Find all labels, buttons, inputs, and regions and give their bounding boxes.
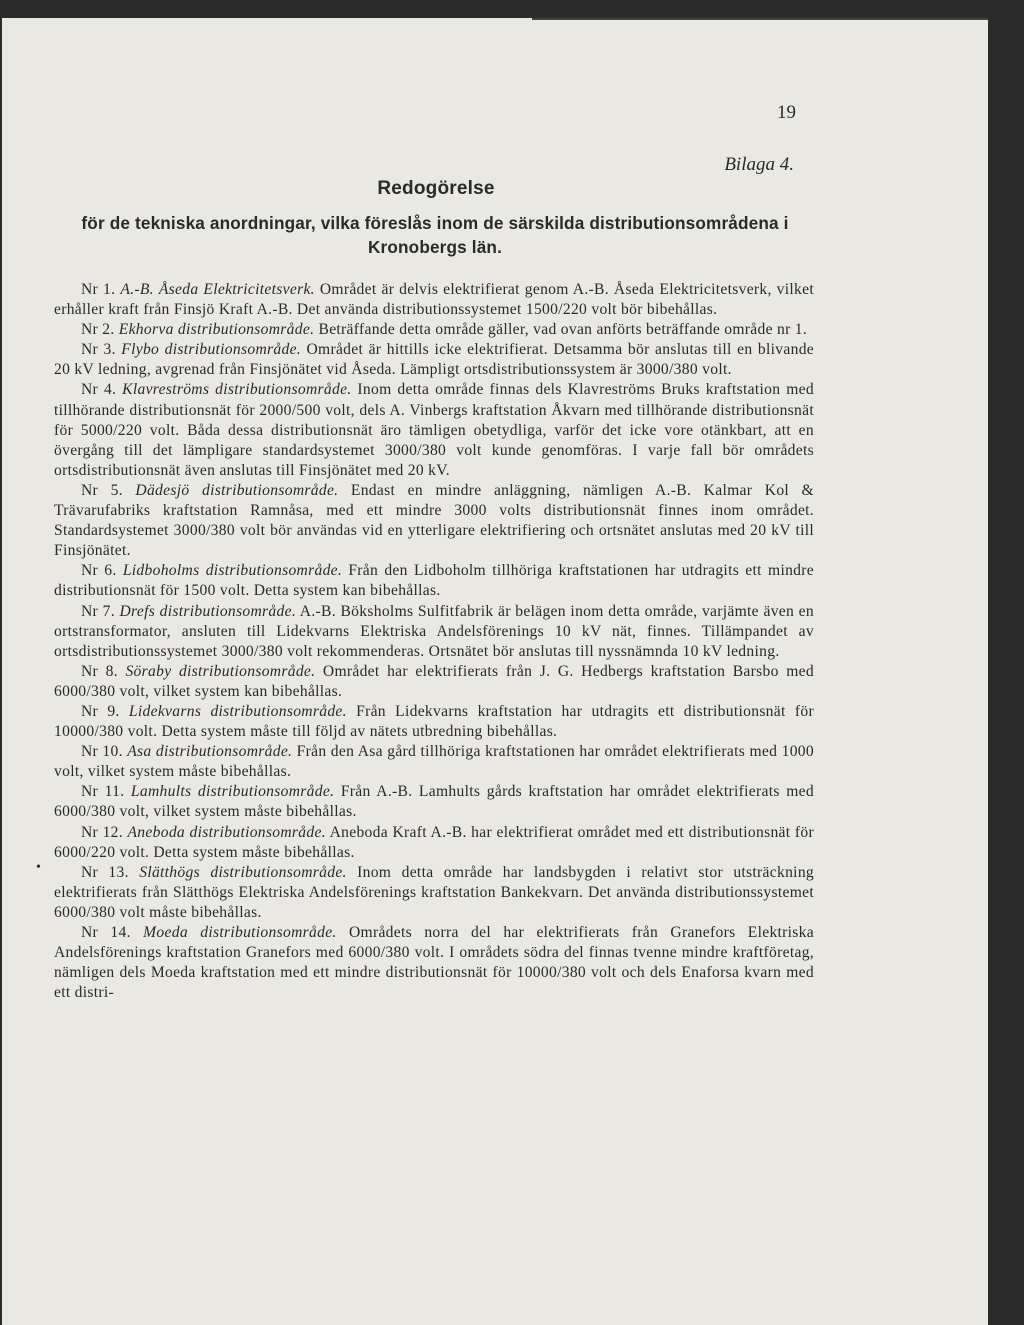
document-page xyxy=(2,18,988,1325)
top-rule xyxy=(532,18,988,20)
entry-paragraph xyxy=(54,702,814,742)
entry-paragraph xyxy=(54,823,814,863)
entry-text: Från A.-B. Lamhults gårds kraftstation har området elektrifierats med 6000/380 volt, vilket system måste bibehållas. xyxy=(54,783,814,821)
margin-mark: • xyxy=(36,860,41,875)
entry-number: Nr 6. xyxy=(81,562,117,580)
entry-text: Inom detta område har landsbygden i relativt stor utsträckning elektrifierats från Slätthögs Elektriska Andelsförenings kraftstation Bankekvarn. Det använda distributionssystemet 6000/380 volt måste bibehållas. xyxy=(54,863,815,921)
entry-text: Inom detta område finnas dels Klavreströms Bruks kraftstation med tillhörande distributionsnät för 2000/500 volt, dels A. Vinbergs kraftstation Åkvarn med tillhörande distributionsnät för 5000/220 volt. Båda dessa distributionsnät äro tämligen obetydliga, varför det icke vore otänkbart, att en övergång till det lämpligare standardsystemet 3000/380 volt kunde genomföras. I varje fall bör områdets ortsdistributionsnät även anslutas till Finsjönätet med 20 kV. xyxy=(54,381,814,479)
entry-area: Flybo distributionsområde. xyxy=(121,341,302,359)
entry-number: Nr 1. xyxy=(81,281,116,298)
entry-number: Nr 14. xyxy=(81,924,131,941)
entry-text: Från den Asa gård tillhöriga kraftstationen har området elektrifierats med 1000 volt, vilket system måste bibehållas. xyxy=(54,743,814,781)
entry-text: Områdets norra del har elektrifierats från Granefors Elektriska Andelsförenings kraftstation Granefors med 6000/380 volt. I områdets södra del finnas tvenne mindre kraftföretag, nämligen dels Moeda kraftstation med ett mindre distributionsnät för 10000/380 volt och dels Enaforsa kvarn med ett distri- xyxy=(54,924,814,1002)
entry-number: Nr 2. xyxy=(81,321,115,339)
entry-text: Beträffande detta område gäller, vad ovan anförts beträffande område nr 1. xyxy=(314,321,808,339)
entry-area: Moeda distributionsområde. xyxy=(143,924,337,941)
entry-text: A.-B. Böksholms Sulfitfabrik är belägen inom detta område, varjämte även en ortstransformator, ansluten till Lidekvarns Elektriska Andelsförenings 10 kV nät, finnes. Tillämpandet av ortsdistributionssystemet 3000/380 volt rekommenderas. Ortsnätet bör anslutas till nyssnämnda 10 kV ledning. xyxy=(54,602,814,660)
entry-paragraph xyxy=(54,280,814,320)
entry-text: Aneboda Kraft A.-B. har elektrifierat området med ett distributionsnät för 6000/220 volt. Detta system måste bibehållas. xyxy=(54,823,814,861)
entry-number: Nr 10. xyxy=(81,743,123,761)
entry-area: Lidekvarns distributionsområde. xyxy=(128,702,347,720)
entry-text: Endast en mindre anläggning, nämligen A.-B. Kalmar Kol & Trävarufabriks kraftstation Ramnåsa, med ett mindre 3000 volts distributionsnät finnes inom området. Standardsystemet 3000/380 volt bör användas vid en ytterligare elektrifiering och ortsnätet anslutas med 20 kV till Finsjönätet. xyxy=(54,481,814,560)
entry-text: Området är hittills icke elektrifierat. Detsamma bör anslutas till en blivande 20 kV ledning, avgrenad från Finsjönätet vid Åseda. Lämpligt ortsdistributionssystem är 3000/380 volt. xyxy=(54,341,815,379)
entry-number: Nr 3. xyxy=(81,341,116,359)
entry-paragraph xyxy=(54,742,814,782)
entry-paragraph xyxy=(54,561,814,601)
entry-area: Lamhults distributionsområde. xyxy=(130,783,335,801)
document-subtitle: för de tekniska anordningar, vilka föreslås inom de särskilda distributionsområdena i Kronobergs län. xyxy=(81,213,789,257)
entry-area: Aneboda distributionsområde. xyxy=(127,823,326,841)
entry-area: A.-B. Åseda Elektricitetsverk. xyxy=(120,281,315,298)
page-number: 19 xyxy=(777,102,796,123)
entry-paragraph xyxy=(54,380,814,480)
entry-text: Området är delvis elektrifierat genom A.-B. Åseda Elektricitetsverk, vilket erhåller kraft från Finsjö Kraft A.-B. Det använda distributionssystemet 1500/220 volt bör bibehållas. xyxy=(54,281,814,319)
entry-number: Nr 11. xyxy=(81,783,125,801)
entry-paragraph xyxy=(54,340,814,380)
entry-text: Från den Lidboholm tillhöriga kraftstationen har utdragits ett mindre distributionsnät för 1500 volt. Detta system kan bibehållas. xyxy=(54,562,814,600)
entry-number: Nr 8. xyxy=(81,662,118,680)
entry-area: Klavreströms distributionsområde. xyxy=(122,381,352,399)
entry-area: Ekhorva distributionsområde. xyxy=(118,321,315,339)
entry-area: Söraby distributionsområde. xyxy=(125,662,316,680)
entry-area: Slätthögs distributionsområde. xyxy=(139,863,347,881)
entry-paragraph xyxy=(54,782,814,822)
entry-area: Dädesjö distributionsområde. xyxy=(135,481,339,499)
entry-area: Asa distributionsområde. xyxy=(127,743,293,761)
entry-number: Nr 12. xyxy=(81,823,123,841)
entry-number: Nr 13. xyxy=(81,863,129,881)
appendix-label: Bilaga 4. xyxy=(724,154,794,175)
entry-number: Nr 9. xyxy=(81,702,120,720)
entry-paragraph xyxy=(54,863,814,923)
entry-area: Lidboholms distributionsområde. xyxy=(122,562,343,580)
entry-paragraph xyxy=(54,481,814,561)
document-title: Redogörelse xyxy=(377,178,495,199)
entry-paragraph xyxy=(54,602,814,662)
entry-paragraph xyxy=(54,923,814,1003)
entry-number: Nr 4. xyxy=(81,381,117,399)
document-body xyxy=(54,280,814,1003)
entry-text: Området har elektrifierats från J. G. Hedbergs kraftstation Barsbo med 6000/380 volt, vilket system kan bibehållas. xyxy=(54,662,814,700)
entry-number: Nr 7. xyxy=(81,602,115,620)
entry-area: Drefs distributionsområde. xyxy=(119,602,297,620)
entry-paragraph xyxy=(54,662,814,702)
entry-number: Nr 5. xyxy=(81,481,123,499)
entry-text: Från Lidekvarns kraftstation har utdragits ett distributionsnät för 10000/380 volt. Detta system måste till följd av nätets utbredning bibehållas. xyxy=(54,702,814,741)
entry-paragraph xyxy=(54,320,814,340)
